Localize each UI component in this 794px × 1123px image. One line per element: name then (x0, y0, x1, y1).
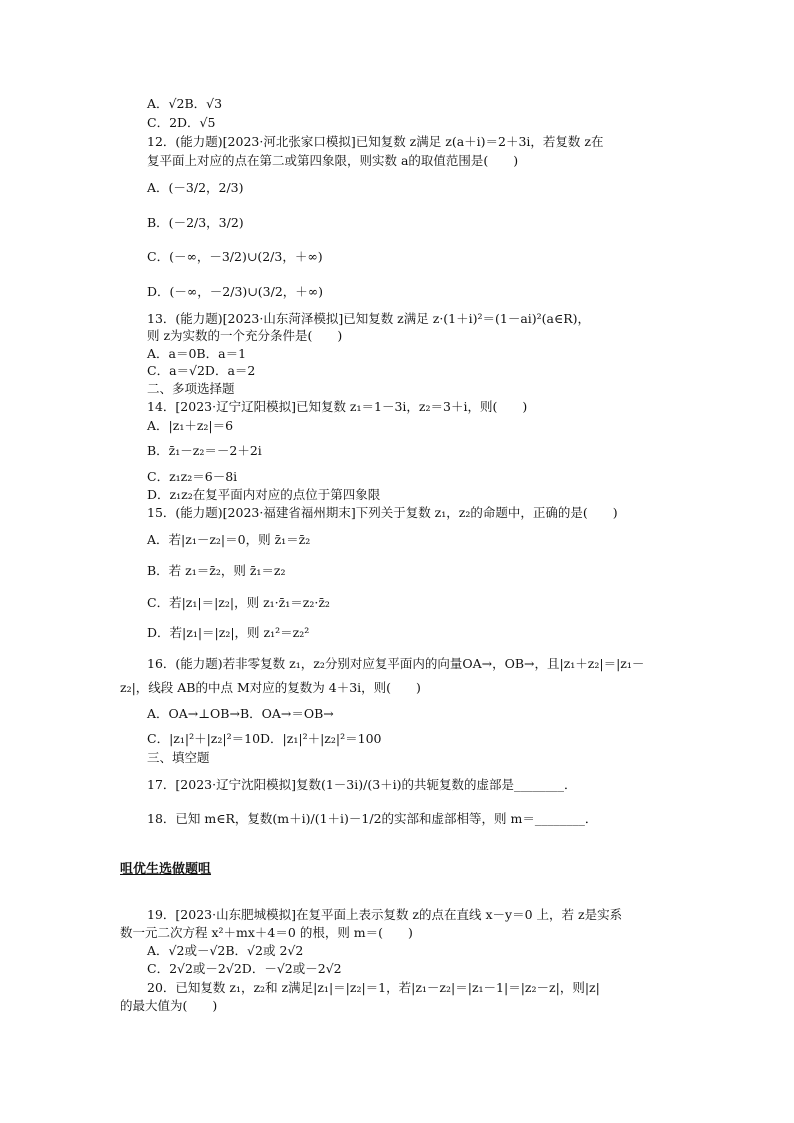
line-21: B．若 z₁＝z̄₂，则 z̄₁＝z₂ (147, 563, 286, 578)
line-33: A．√2或－√2B．√2或 2√2 (147, 943, 304, 958)
line-27: C．|z₁|²＋|z₂|²＝10D．|z₁|²＋|z₂|²＝100 (147, 731, 382, 746)
line-31: 19．[2023·山东肥城模拟]在复平面上表示复数 z的点在直线 x－y＝0 上，若 z是实系 (147, 907, 623, 922)
line-32: 数一元二次方程 x²＋mx＋4＝0 的根，则 m＝( ) (120, 925, 413, 940)
line-13: 二、多项选择题 (147, 381, 235, 396)
line-20: A．若|z₁－z₂|＝0，则 z̄₁＝z̄₂ (147, 532, 311, 547)
line-28: 三、填空题 (147, 750, 210, 765)
line-16: B．z̄₁－z₂＝－2＋2i (147, 443, 262, 458)
line-25: z₂|，线段 AB的中点 M对应的复数为 4＋3i，则( ) (120, 680, 421, 695)
line-4: 复平面上对应的点在第二或第四象限，则实数 a的取值范围是( ) (147, 153, 519, 168)
line-10: 则 z为实数的一个充分条件是( ) (147, 328, 343, 343)
line-12: C．a＝√2D．a＝2 (147, 363, 256, 378)
line-14: 14．[2023·辽宁辽阳模拟]已知复数 z₁＝1－3i，z₂＝3＋i，则( ) (147, 399, 528, 414)
line-6: B．(－2/3，3/2) (147, 215, 244, 230)
line-8: D．(－∞，－2/3)∪(3/2，＋∞) (147, 284, 324, 299)
line-15: A．|z₁＋z₂|＝6 (147, 418, 234, 433)
line-18: D．z₁z₂在复平面内对应的点位于第四象限 (147, 487, 381, 502)
line-3: 12．(能力题)[2023·河北张家口模拟]已知复数 z满足 z(a＋i)＝2＋3i，若复数 z在 (147, 134, 604, 149)
line-1: A．√2B．√3 (147, 96, 223, 111)
line-9: 13．(能力题)[2023·山东菏泽模拟]已知复数 z满足 z·(1＋i)²＝(1－ai)²(a∈R)， (147, 311, 591, 326)
line-29: 17．[2023·辽宁沈阳模拟]复数(1－3i)/(3＋i)的共轭复数的虚部是________． (147, 777, 577, 792)
line-22: C．若|z₁|＝|z₂|，则 z₁·z̄₁＝z₂·z̄₂ (147, 595, 330, 610)
section-title: 咀优生选做题咀 (120, 862, 212, 877)
line-23: D．若|z₁|＝|z₂|，则 z₁²＝z₂² (147, 625, 310, 640)
line-35: 20．已知复数 z₁，z₂和 z满足|z₁|＝|z₂|＝1，若|z₁－z₂|＝|z₁－1|＝|z₂－z|，则|z| (147, 980, 600, 995)
line-26: A．OA→⊥OB→B．OA→＝OB→ (147, 706, 334, 721)
line-11: A．a＝0B．a＝1 (147, 346, 247, 361)
line-34: C．2√2或－2√2D．－√2或－2√2 (147, 961, 342, 976)
line-17: C．z₁z₂＝6－8i (147, 469, 238, 484)
line-24: 16．(能力题)若非零复数 z₁，z₂分别对应复平面内的向量OA→，OB→，且|z₁＋z₂|＝|z₁－ (147, 656, 645, 671)
line-36: 的最大值为( ) (120, 998, 218, 1013)
line-7: C．(－∞，－3/2)∪(2/3，＋∞) (147, 249, 323, 264)
line-30: 18．已知 m∈R，复数(m＋i)/(1＋i)－1/2的实部和虚部相等，则 m＝________． (147, 811, 598, 826)
line-2: C．2D．√5 (147, 115, 216, 130)
line-19: 15．(能力题)[2023·福建省福州期末]下列关于复数 z₁，z₂的命题中，正确的是( ) (147, 505, 618, 520)
line-5: A．(－3/2，2/3) (147, 180, 244, 195)
